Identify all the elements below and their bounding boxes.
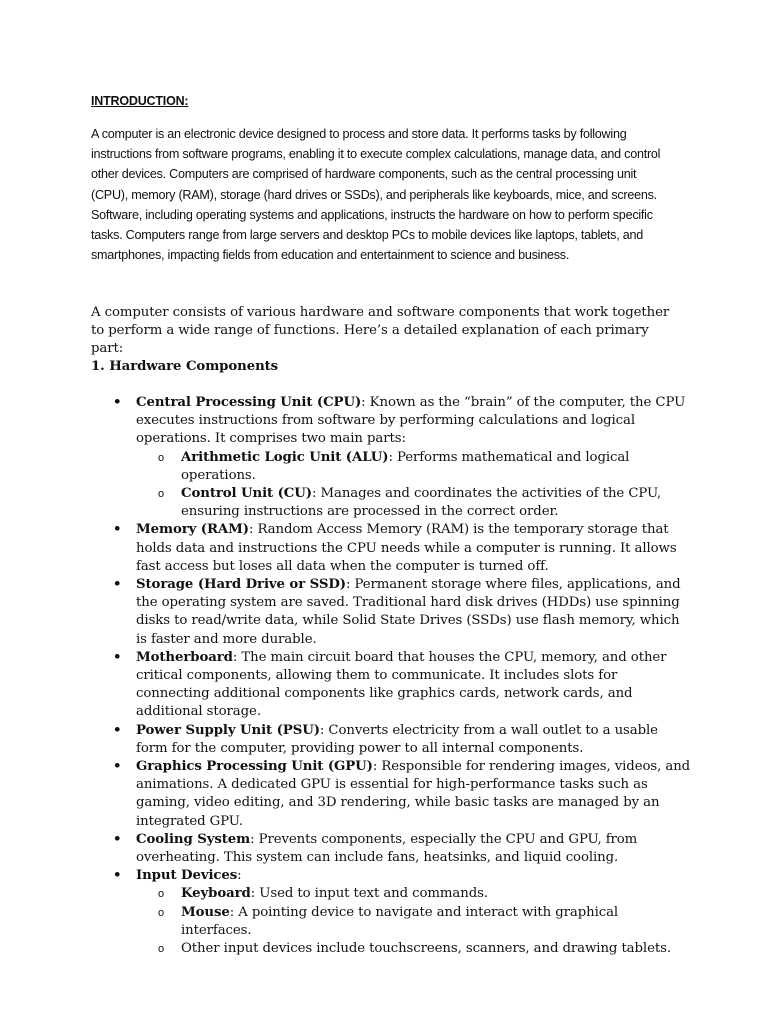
list-item-input-devices xyxy=(91,867,691,958)
subitem-term: Mouse xyxy=(181,904,230,920)
bullet-marker: • xyxy=(113,395,122,410)
item-term: Power Supply Unit (PSU) xyxy=(136,722,320,738)
bullet-marker: • xyxy=(113,649,122,665)
item-description: : Converts electricity from a wall outlet to a usable form for the computer, providing power to all internal components. xyxy=(136,722,658,756)
item-description: : Known as the “brain” of the computer, the CPU executes instructions from software by performing calculations and logical operations. It comprises two main parts: xyxy=(136,395,686,447)
bullet-marker: • xyxy=(113,759,122,775)
bullet-marker: • xyxy=(113,868,122,884)
introduction-heading: INTRODUCTION: xyxy=(91,94,189,108)
subitem-term: Control Unit (CU) xyxy=(181,486,312,502)
item-term: Storage (Hard Drive or SSD) xyxy=(136,577,346,593)
item-description: : Random Access Memory (RAM) is the temporary storage that holds data and instructions the CPU needs while a computer is running. It allows fast access but loses all data when the computer is turned off. xyxy=(136,522,677,574)
sublist-item-mouse xyxy=(136,904,691,940)
sublist-item-other-input-devices xyxy=(136,940,691,958)
list-item-cpu xyxy=(91,394,691,521)
item-term: Graphics Processing Unit (GPU) xyxy=(136,759,373,775)
sub-bullet-marker: o xyxy=(158,888,165,901)
cpu-sublist xyxy=(136,449,691,522)
sublist-item-keyboard xyxy=(136,885,691,903)
bullet-marker: • xyxy=(113,831,122,847)
sublist-item-cu xyxy=(136,485,691,521)
item-term: Input Devices xyxy=(136,868,238,884)
item-term: Motherboard xyxy=(136,649,233,665)
sub-bullet-marker: o xyxy=(158,451,165,464)
list-item-gpu xyxy=(91,758,691,831)
list-item-psu xyxy=(91,722,691,758)
item-term: Memory (RAM) xyxy=(136,522,249,538)
item-description: : xyxy=(237,868,242,884)
item-description: : Permanent storage where files, applications, and the operating system are saved. Traditional hard disk drives (HDDs) use spinning disks to read/write data, while Solid State Drives (SSDs) use flash memory, which is faster and more durable. xyxy=(136,577,681,647)
item-term: Central Processing Unit (CPU) xyxy=(136,395,362,410)
overview-paragraph: A computer consists of various hardware and software components that work together to perform a wide range of functions. Here’s a detailed explanation of each primary part: xyxy=(91,305,670,357)
hardware-component-list xyxy=(91,394,691,958)
item-description: : Responsible for rendering images, videos, and animations. A dedicated GPU is essential for high-performance tasks such as gaming, video editing, and 3D rendering, while basic tasks are managed by an integrated GPU. xyxy=(136,759,691,829)
subitem-description: : Manages and coordinates the activities of the CPU, ensuring instructions are processed in the correct order. xyxy=(181,486,662,520)
list-item-cooling-system xyxy=(91,831,691,867)
subitem-description: : Performs mathematical and logical operations. xyxy=(181,449,630,483)
item-description: : Prevents components, especially the CPU and GPU, from overheating. This system can include fans, heatsinks, and liquid cooling. xyxy=(136,831,638,866)
sub-bullet-marker: o xyxy=(158,906,165,919)
item-term: Cooling System xyxy=(136,831,251,847)
sub-bullet-marker: o xyxy=(158,943,165,956)
list-item-ram xyxy=(91,521,691,576)
bullet-marker: • xyxy=(113,722,122,738)
subitem-description: Other input devices include touchscreens, scanners, and drawing tablets. xyxy=(181,941,671,957)
list-item-storage xyxy=(91,576,691,649)
input-devices-sublist xyxy=(136,885,691,958)
bullet-marker: • xyxy=(113,522,122,538)
subitem-description: : Used to input text and commands. xyxy=(250,886,488,902)
sublist-item-alu xyxy=(136,449,691,485)
list-item-motherboard xyxy=(91,649,691,722)
bullet-marker: • xyxy=(113,577,122,593)
item-description: : The main circuit board that houses the CPU, memory, and other critical components, allowing them to communicate. It includes slots for connecting additional components like graphics cards, network cards, and additional storage. xyxy=(136,649,667,720)
hardware-section-heading: 1. Hardware Components xyxy=(91,359,279,374)
subitem-term: Arithmetic Logic Unit (ALU) xyxy=(181,449,389,465)
introduction-paragraph: A computer is an electronic device designed to process and store data. It performs tasks by following instructions from software programs, enabling it to execute complex calculations, manage data, and control other devices. Computers are comprised of hardware components, such as the central processing unit (CPU), memory (RAM), storage (hard drives or SSDs), and peripherals like keyboards, mice, and screens. Software, including operating systems and applications, instructs the hardware on how to perform specific tasks. Computers range from large servers and desktop PCs to mobile devices like laptops, tablets, and smartphones, impacting fields from education and entertainment to science and business. xyxy=(91,127,661,263)
sub-bullet-marker: o xyxy=(158,488,165,501)
subitem-term: Keyboard xyxy=(181,886,251,902)
subitem-description: : A pointing device to navigate and interact with graphical interfaces. xyxy=(181,904,619,938)
